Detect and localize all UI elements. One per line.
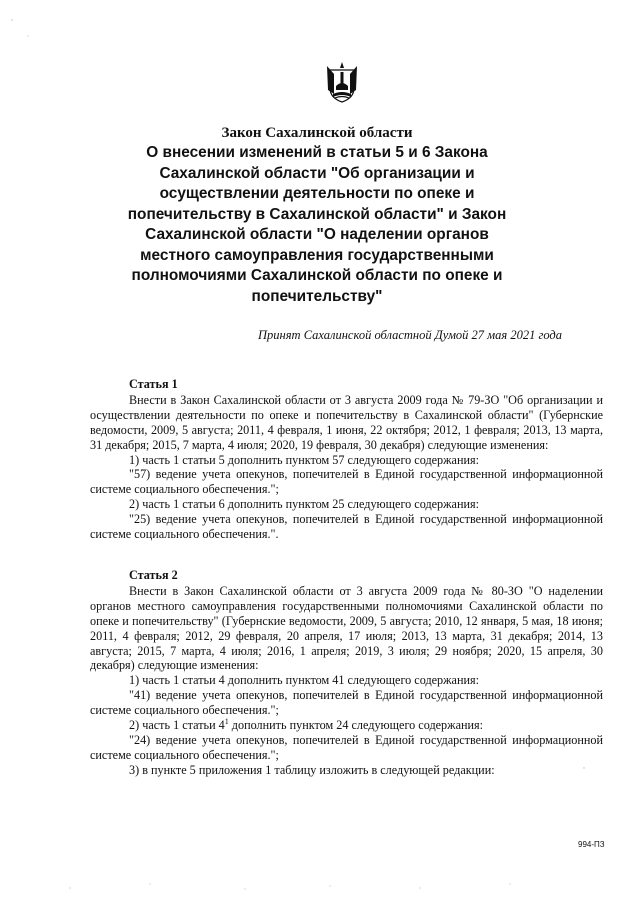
superscript-index: 1	[224, 717, 229, 726]
subject-line: осуществлении деятельности по опеке и	[159, 185, 475, 202]
amendment-item: 2) часть 1 статьи 6 дополнить пунктом 25 следующего содержания:	[129, 497, 480, 512]
article-intro: Внести в Закон Сахалинской области от 3 августа 2009 года № 80-ЗО "О наделении органов местного самоуправления государственными полномочиями Сахалинской области по опеке и попечительству" (Губернские ведомости, 2009, 5 августа; 2010, 12 января, 5 мая, 18 июня; 2011, 4 февраля; 2012, 29 февраля, 20 апреля, 17 июля; 2013, 13 марта, 31 декабря; 2014, 13 августа; 2015, 7 марта, 4 июля; 2016, 1 апреля; 2019, 3 июля; 29 ноября; 2020, 15 апреля, 30 декабря) следующие изменения:	[90, 583, 603, 673]
amendment-item: 3) в пункте 5 приложения 1 таблицу изложить в следующей редакции:	[129, 762, 495, 777]
subject-line: попечительству в Сахалинской области" и Закон	[127, 205, 507, 223]
subject-line: попечительству"	[251, 287, 383, 305]
article-intro: Внести в Закон Сахалинской области от 3 августа 2009 года № 79-ЗО "Об организации и осуществлении деятельности по опеке и попечительству в Сахалинской области" (Губернские ведомости, 2009, 5 августа; 2011, 4 февраля, 1 июня, 22 октября; 2012, 1 февраля; 2013, 13 марта, 31 декабря; 2015, 7 марта, 4 июля; 2020, 19 февраля, 30 декабря) следующие изменения:	[90, 392, 603, 452]
subject-line: полномочиями Сахалинской области по опеке и	[131, 267, 503, 284]
amendment-item: 1) часть 1 статьи 4 дополнить пунктом 41 следующего содержания:	[129, 673, 480, 688]
amendment-item-end: дополнить пунктом 24 следующего содержания:	[228, 718, 484, 733]
amendment-text: "41) ведение учета опекунов, попечителей в Единой государственной информационной системе социального обеспечения.";	[90, 688, 603, 718]
article-heading: Статья 1	[129, 377, 178, 391]
amendment-text: "24) ведение учета опекунов, попечителей в Единой государственной информационной системе социального обеспечения.";	[90, 732, 603, 762]
law-title: Закон Сахалинской области	[221, 125, 413, 141]
amendment-item: 1) часть 1 статьи 5 дополнить пунктом 57 следующего содержания:	[129, 452, 480, 467]
subject-line: Сахалинской области "О наделении органов	[145, 226, 489, 243]
subject-line: О внесении изменений в статьи 5 и 6 Закона	[146, 144, 488, 161]
document-code: 994-ПЗ	[578, 840, 605, 849]
subject-line: местного самоуправления государственными	[140, 246, 494, 264]
amendment-item-start: 2) часть 1 статьи 4	[129, 718, 225, 733]
amendment-text: "25) ведение учета опекунов, попечителей в Единой государственной информационной системе социального обеспечения.".	[90, 512, 603, 542]
adoption-note: Принят Сахалинской областной Думой 27 мая 2021 года	[258, 328, 562, 342]
amendment-text: "57) ведение учета опекунов, попечителей в Единой государственной информационной системе социального обеспечения.";	[90, 467, 603, 497]
subject-line: Сахалинской области "Об организации и	[159, 164, 475, 182]
article-heading: Статья 2	[129, 568, 178, 582]
